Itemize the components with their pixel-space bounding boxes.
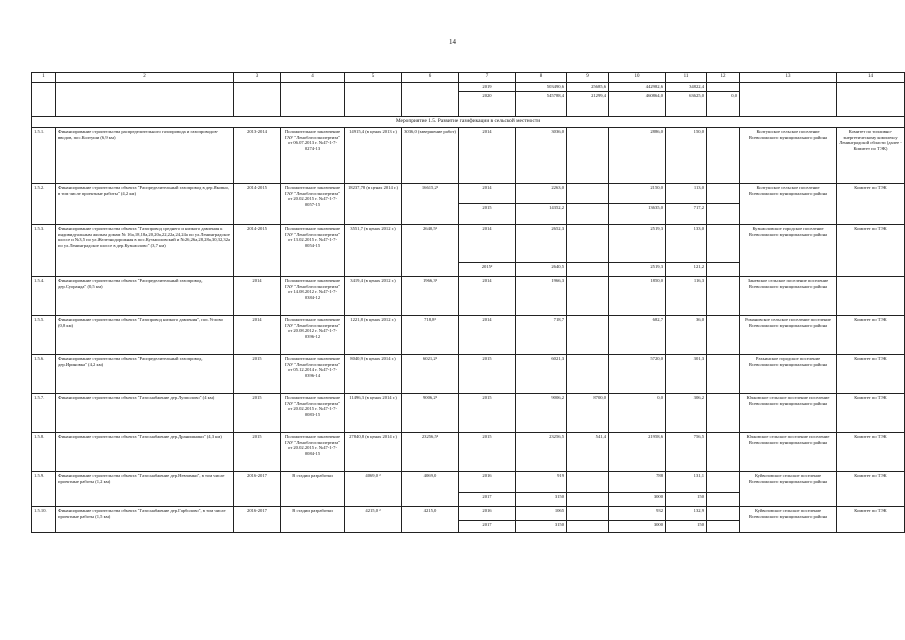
item-estimated-cost: 4215,0 ² (345, 507, 402, 533)
regional-cell: 13635,0 (609, 204, 666, 225)
federal-cell (567, 204, 609, 225)
item-number: 1.5.9. (32, 472, 56, 507)
column-number: 9 (567, 73, 609, 83)
item-remaining-cost: 3036,0 (завершение работ) (402, 128, 459, 184)
item-expertise: В стадии разработки (281, 507, 345, 533)
item-expertise: В стадии разработки (281, 472, 345, 507)
page-number: 14 (449, 38, 456, 46)
item-period: 2015 (234, 355, 281, 394)
item-period: 2013-2014 (234, 128, 281, 184)
total-cell: 6021,3 (516, 355, 567, 394)
item-remaining-cost: 1966,3² (402, 277, 459, 316)
total-cell: 9006,2 (516, 394, 567, 433)
item-executor: Романовское сельское поселение поселение Всеволожского муниципального района (740, 316, 837, 355)
item-executor: Заневское сельское поселение поселение Всеволожского муниципального района (740, 277, 837, 316)
year-cell: 2017 (459, 521, 516, 533)
item-estimated-cost: 3419,4 (в ценах 2012 г.) (345, 277, 402, 316)
column-number: 13 (740, 73, 837, 83)
item-estimated-cost: 27840,8 (в ценах 2014 г.) (345, 433, 402, 472)
total-cell: 2263,0 (516, 184, 567, 204)
item-responsible: Комитет по топливно-энергетическому комплексу Ленинградской области (далее - Комитет по ТЭК) (837, 128, 905, 184)
year-cell: 2016 (459, 472, 516, 493)
item-responsible: Комитет по ТЭК (837, 472, 905, 507)
carry-row (32, 83, 905, 92)
item-responsible: Комитет по ТЭК (837, 433, 905, 472)
total-cell: 2640,5 (516, 263, 567, 277)
year-cell: 2014 (459, 184, 516, 204)
federal-cell (567, 521, 609, 533)
other-cell (707, 204, 740, 225)
total-cell: 23256,5 (516, 433, 567, 472)
item-number: 1.5.6. (32, 355, 56, 394)
item-estimated-cost: 11496,3 (в ценах 2014 г.) (345, 394, 402, 433)
item-estimated-cost: 1221,8 (в ценах 2012 г.) (345, 316, 402, 355)
local-cell: 150 (666, 521, 707, 533)
year-cell: 2015 (459, 394, 516, 433)
item-name: Финансирование строительства объекта "Газоснабжение дер.Гарболово", в том числе проектные работы (1,5 км) (56, 507, 234, 533)
federal-cell (567, 493, 609, 507)
item-responsible: Комитет по ТЭК (837, 355, 905, 394)
item-name: Финансирование строительства объекта "Распределительный газопровод, дер.Суоранда" (0,5 км) (56, 277, 234, 316)
other-cell (707, 263, 740, 277)
item-remaining-cost: 2640,5³ (402, 225, 459, 277)
item-name: Финансирование строительства объекта "Газоснабжение дер.Лупполово" (4 км) (56, 394, 234, 433)
column-number: 8 (516, 73, 567, 83)
item-row (32, 316, 905, 355)
item-row (32, 472, 905, 493)
total-cell: 718,7 (516, 316, 567, 355)
regional-cell: 2519,3 (609, 225, 666, 263)
local-cell: 121,2 (666, 263, 707, 277)
regional-cell: 5720,0 (609, 355, 666, 394)
year-cell: 2014 (459, 128, 516, 184)
other-cell (707, 521, 740, 533)
item-name: Финансирование строительства объекта "Распределительный газопровод в дер.Яковно, в том числе проектные работы" (4,2 км) (56, 184, 234, 225)
item-estimated-cost: 18237,78 (в ценах 2014 г.) (345, 184, 402, 225)
item-executor: Куйвозовское сельское поселение Всеволожского муниципального района (740, 507, 837, 533)
item-number: 1.5.4. (32, 277, 56, 316)
item-name: Финансирование строительства объекта "Газоснабжение дер.Дранишники" (4,3 км) (56, 433, 234, 472)
item-name: Финансирование строительства распределительного газопровода и газопроводов-вводов, пос.Колтуши (6,9 км) (56, 128, 234, 184)
other-cell (707, 277, 740, 316)
local-cell: 63625,0 (666, 92, 707, 117)
item-executor: Кузьмоловское городское поселение Всеволожского муниципального района (740, 225, 837, 277)
item-estimated-cost: 14915,4 (в ценах 2013 г.) (345, 128, 402, 184)
other-cell (707, 316, 740, 355)
column-number: 1 (32, 73, 56, 83)
regional-cell: 2150,0 (609, 184, 666, 204)
item-expertise: Положительное заключение ГАУ "Леноблгосэкспертиза" от 14.08.2012 г. №47-1-7-0384-12 (281, 277, 345, 316)
local-cell: 36,0 (666, 316, 707, 355)
year-cell: 2017 (459, 493, 516, 507)
item-period: 2014 (234, 316, 281, 355)
item-responsible: Комитет по ТЭК (837, 394, 905, 433)
federal-cell: 8700,0 (567, 394, 609, 433)
regional-cell: 1850,0 (609, 277, 666, 316)
year-cell: 2015 (459, 355, 516, 394)
regional-cell: 682,7 (609, 316, 666, 355)
regional-cell: 788 (609, 472, 666, 493)
item-row (32, 433, 905, 472)
section-title: Мероприятие 1.5. Развитие газификации в сельской местности (32, 117, 905, 128)
section-row (32, 117, 905, 128)
item-executor: Рахьинское городское поселение Всеволожского муниципального района (740, 355, 837, 394)
item-name: Финансирование строительства объекта "Газопровод среднего и низкого давления к индивидуальным жилым домам № 16а,18,18а,20,20а,22,22а,24,24а по ул.Ленинградское шоссе и №3,5 по ул.Железнодорожная в пос.Кузьмоловский и №26,26а,28,28а,30,32,32а по ул.Ленинградское шоссе в дер.Кузьмолово" (3,7 км) (56, 225, 234, 277)
item-remaining-cost: 4069,0 (402, 472, 459, 507)
year-cell: 2016 (459, 507, 516, 521)
total-cell: 3150 (516, 493, 567, 507)
item-period: 2014-2015 (234, 225, 281, 277)
item-remaining-cost: 9006,2² (402, 394, 459, 433)
item-expertise: Положительное заключение ГАУ "Леноблгосэкспертиза" от 20.02.2015 г. №47-1-7-0083-15 (281, 394, 345, 433)
year-cell: 2020 (459, 92, 516, 117)
federal-cell (567, 263, 609, 277)
regional-cell: 932 (609, 507, 666, 521)
item-responsible (837, 277, 905, 316)
federal-cell: 21299,4 (567, 92, 609, 117)
local-cell: 301,3 (666, 355, 707, 394)
item-row (32, 355, 905, 394)
year-cell: 2015 (459, 433, 516, 472)
local-cell: 34822,4 (666, 83, 707, 92)
item-row (32, 184, 905, 204)
column-number: 7 (459, 73, 516, 83)
item-period: 2016-2017 (234, 507, 281, 533)
item-responsible: Комитет по ТЭК (837, 225, 905, 277)
other-cell (707, 83, 740, 92)
total-cell: 2652,3 (516, 225, 567, 263)
item-responsible: Комитет по ТЭК (837, 184, 905, 225)
regional-cell: 21958,6 (609, 433, 666, 472)
item-row (32, 394, 905, 433)
item-remaining-cost: 4215,0 (402, 507, 459, 533)
column-number: 3 (234, 73, 281, 83)
item-number: 1.5.7. (32, 394, 56, 433)
column-number: 2 (56, 73, 234, 83)
total-cell: 1065 (516, 507, 567, 521)
item-remaining-cost: 6021,2² (402, 355, 459, 394)
item-number: 1.5.8. (32, 433, 56, 472)
total-cell: 545788,4 (516, 92, 567, 117)
year-cell: 2019 (459, 83, 516, 92)
column-number: 14 (837, 73, 905, 83)
other-cell (707, 355, 740, 394)
item-estimated-cost: 4069,0 ² (345, 472, 402, 507)
item-remaining-cost: 718,8² (402, 316, 459, 355)
column-number: 5 (345, 73, 402, 83)
local-cell: 717,2 (666, 204, 707, 225)
column-number: 6 (402, 73, 459, 83)
item-remaining-cost: 16615,2¹ (402, 184, 459, 225)
item-executor: Колтушское сельское поселение Всеволожского муниципального района (740, 128, 837, 184)
federal-cell (567, 316, 609, 355)
item-period: 2014 (234, 277, 281, 316)
item-expertise: Положительное заключение ГАУ "Леноблгосэкспертиза" от 20.02.2015 г. №47-1-7-0057-15 (281, 184, 345, 225)
federal-cell (567, 225, 609, 263)
other-cell (707, 225, 740, 263)
item-estimated-cost: 3551,7 (в ценах 2012 г.) (345, 225, 402, 277)
federal-cell (567, 472, 609, 493)
federal-cell (567, 128, 609, 184)
item-remaining-cost: 23256,5² (402, 433, 459, 472)
item-name: Финансирование строительства объекта "Газоснабжение дер.Невзимки", в том числе проектные работы (1,2 км) (56, 472, 234, 507)
federal-cell (567, 507, 609, 521)
total-cell: 919 (516, 472, 567, 493)
local-cell: 113,0 (666, 184, 707, 204)
item-responsible: Комитет по ТЭК (837, 316, 905, 355)
item-number: 1.5.1. (32, 128, 56, 184)
other-cell (707, 394, 740, 433)
other-cell (707, 493, 740, 507)
item-period: 2015 (234, 394, 281, 433)
other-cell (707, 472, 740, 493)
other-cell (707, 433, 740, 472)
local-cell: 132,9 (666, 507, 707, 521)
federal-cell (567, 355, 609, 394)
item-name: Финансирование строительства объекта "Распределительный газопровод, дер.Ириновка" (4,2 км) (56, 355, 234, 394)
regional-cell: 3000 (609, 521, 666, 533)
item-number: 1.5.3. (32, 225, 56, 277)
local-cell: 131,1 (666, 472, 707, 493)
local-cell: 150 (666, 493, 707, 507)
local-cell: 150,0 (666, 128, 707, 184)
item-responsible: Комитет по ТЭК (837, 507, 905, 533)
local-cell: 133,0 (666, 225, 707, 263)
year-cell: 2014 (459, 225, 516, 263)
other-cell (707, 128, 740, 184)
other-cell (707, 184, 740, 204)
regional-cell: 2886,0 (609, 128, 666, 184)
item-executor: Куйвозовское сельское поселение Всеволожского муниципального района (740, 472, 837, 507)
item-estimated-cost: 8040,9 (в ценах 2014 г.) (345, 355, 402, 394)
regional-cell: 460864,0 (609, 92, 666, 117)
year-cell: 2014 (459, 277, 516, 316)
column-number: 4 (281, 73, 345, 83)
item-row (32, 128, 905, 184)
item-executor: Колтушское сельское поселение Всеволожского муниципального района (740, 184, 837, 225)
item-row (32, 277, 905, 316)
item-number: 1.5.5. (32, 316, 56, 355)
program-table (31, 72, 905, 533)
column-number: 12 (707, 73, 740, 83)
item-expertise: Положительное заключение ГАУ "Леноблгосэкспертиза" от 06.07.2013 г. №47-1-7-0274-13 (281, 128, 345, 184)
item-row (32, 507, 905, 521)
item-row (32, 225, 905, 263)
regional-cell: 0,0 (609, 394, 666, 433)
regional-cell: 442982,6 (609, 83, 666, 92)
item-executor: Юкковское сельское поселение поселение Всеволожского муниципального района (740, 394, 837, 433)
item-period: 2016-2017 (234, 472, 281, 507)
local-cell: 116,3 (666, 277, 707, 316)
federal-cell (567, 277, 609, 316)
item-executor: Юкковское сельское поселение поселение Всеволожского муниципального района (740, 433, 837, 472)
year-cell: 2014 (459, 316, 516, 355)
total-cell: 3036,0 (516, 128, 567, 184)
item-expertise: Положительное заключение ГАУ "Леноблгосэкспертиза" от 20.08.2012 г. №47-1-7-0396-12 (281, 316, 345, 355)
regional-cell: 2519,3 (609, 263, 666, 277)
federal-cell: 25685,6 (567, 83, 609, 92)
item-name: Финансирование строительства объекта "Газопровод низкого давления", пос.Углово (0,8 км) (56, 316, 234, 355)
regional-cell: 3000 (609, 493, 666, 507)
other-cell: 0,0 (707, 92, 740, 117)
year-cell: 2015² (459, 263, 516, 277)
federal-cell: 541,4 (567, 433, 609, 472)
column-number: 10 (609, 73, 666, 83)
item-expertise: Положительное заключение ГАУ "Леноблгосэкспертиза" от 20.02.2015 г. №47-1-7-0084-15 (281, 433, 345, 472)
item-number: 1.5.10. (32, 507, 56, 533)
other-cell (707, 507, 740, 521)
total-cell: 14352,2 (516, 204, 567, 225)
year-cell: 2015 (459, 204, 516, 225)
federal-cell (567, 184, 609, 204)
item-period: 2015 (234, 433, 281, 472)
item-period: 2014-2015 (234, 184, 281, 225)
item-number: 1.5.2. (32, 184, 56, 225)
column-number-row (32, 73, 905, 83)
column-number: 11 (666, 73, 707, 83)
local-cell: 756,5 (666, 433, 707, 472)
total-cell: 503490,6 (516, 83, 567, 92)
total-cell: 3150 (516, 521, 567, 533)
item-expertise: Положительное заключение ГАУ "Леноблгосэкспертиза" от 13.02.2015 г. №47-1-7-0054-15 (281, 225, 345, 277)
total-cell: 1966,3 (516, 277, 567, 316)
local-cell: 306,2 (666, 394, 707, 433)
item-expertise: Положительное заключение ГАУ "Леноблгосэкспертиза" от 05.12.2014 г. №47-1-7-0396-14 (281, 355, 345, 394)
